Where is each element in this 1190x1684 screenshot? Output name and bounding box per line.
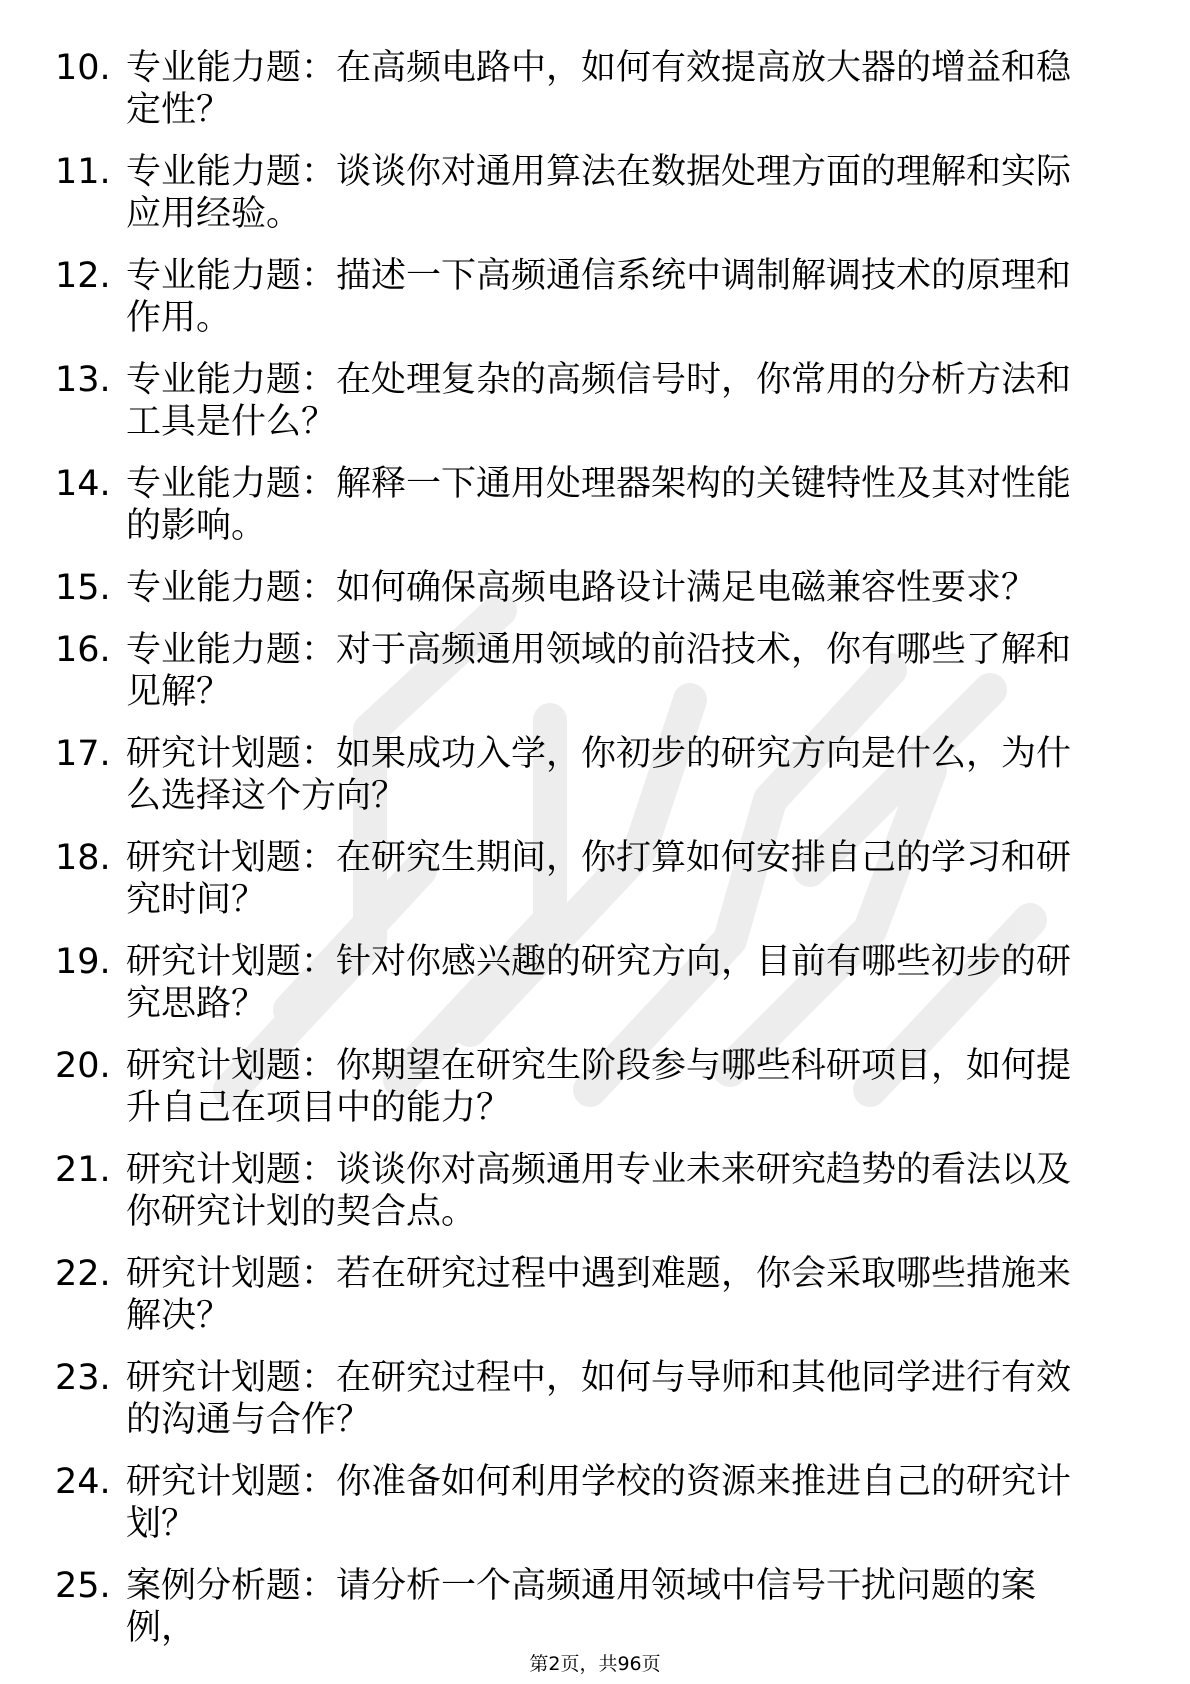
question-number: 17. bbox=[55, 734, 111, 774]
question-text: 如何确保高频电路设计满足电磁兼容性要求？ bbox=[336, 568, 1037, 608]
question-item bbox=[0, 463, 1190, 547]
question-category: 专业能力题： bbox=[126, 464, 337, 504]
question-body bbox=[126, 255, 1096, 339]
question-item bbox=[0, 837, 1190, 921]
question-body bbox=[126, 837, 1096, 921]
question-text: 谈谈你对高频通用专业未来研究趋势的看法以及你研究计划的契合点。 bbox=[126, 1150, 1072, 1232]
question-body bbox=[126, 1461, 1096, 1545]
question-category: 案例分析题： bbox=[126, 1566, 337, 1606]
question-item bbox=[0, 941, 1190, 1025]
question-list bbox=[0, 47, 1190, 1669]
question-category: 专业能力题： bbox=[126, 256, 337, 296]
page-number-label: 第2页，共96页 bbox=[529, 1653, 661, 1675]
question-text: 描述一下高频通信系统中调制解调技术的原理和作用。 bbox=[126, 256, 1072, 338]
question-category: 专业能力题： bbox=[126, 48, 337, 88]
question-number: 12. bbox=[55, 256, 111, 296]
question-item bbox=[0, 1253, 1190, 1337]
question-number: 21. bbox=[55, 1150, 111, 1190]
question-item bbox=[0, 1149, 1190, 1233]
question-number: 20. bbox=[55, 1046, 111, 1086]
question-number: 13. bbox=[55, 360, 111, 400]
question-body bbox=[126, 1045, 1096, 1129]
question-category: 专业能力题： bbox=[126, 152, 337, 192]
question-number: 22. bbox=[55, 1254, 111, 1294]
question-body bbox=[126, 733, 1096, 817]
question-number: 10. bbox=[55, 48, 111, 88]
question-body bbox=[126, 151, 1096, 235]
question-category: 研究计划题： bbox=[126, 1462, 337, 1502]
question-number: 15. bbox=[55, 568, 111, 608]
question-item bbox=[0, 359, 1190, 443]
question-text: 在处理复杂的高频信号时，你常用的分析方法和工具是什么？ bbox=[126, 360, 1072, 442]
question-body bbox=[126, 567, 1096, 609]
question-body bbox=[126, 463, 1096, 547]
question-number: 25. bbox=[55, 1566, 111, 1606]
question-category: 研究计划题： bbox=[126, 1358, 337, 1398]
question-category: 专业能力题： bbox=[126, 630, 337, 670]
question-item bbox=[0, 733, 1190, 817]
question-text: 谈谈你对通用算法在数据处理方面的理解和实际应用经验。 bbox=[126, 152, 1072, 234]
question-number: 18. bbox=[55, 838, 111, 878]
question-text: 在研究生期间，你打算如何安排自己的学习和研究时间？ bbox=[126, 838, 1072, 920]
question-item bbox=[0, 567, 1190, 609]
question-text: 针对你感兴趣的研究方向，目前有哪些初步的研究思路？ bbox=[126, 942, 1072, 1024]
question-text: 你期望在研究生阶段参与哪些科研项目，如何提升自己在项目中的能力？ bbox=[126, 1046, 1072, 1128]
question-body bbox=[126, 1253, 1096, 1337]
question-body bbox=[126, 941, 1096, 1025]
question-category: 研究计划题： bbox=[126, 1150, 337, 1190]
question-text: 你准备如何利用学校的资源来推进自己的研究计划？ bbox=[126, 1462, 1072, 1544]
question-body bbox=[126, 1565, 1096, 1649]
question-number: 11. bbox=[55, 152, 111, 192]
question-category: 研究计划题： bbox=[126, 734, 337, 774]
question-text: 若在研究过程中遇到难题，你会采取哪些措施来解决？ bbox=[126, 1254, 1072, 1336]
question-item bbox=[0, 1461, 1190, 1545]
question-body bbox=[126, 47, 1096, 131]
question-text: 请分析一个高频通用领域中信号干扰问题的案例， bbox=[126, 1566, 1037, 1648]
question-body bbox=[126, 1149, 1096, 1233]
question-category: 研究计划题： bbox=[126, 838, 337, 878]
question-text: 解释一下通用处理器架构的关键特性及其对性能的影响。 bbox=[126, 464, 1072, 546]
question-category: 研究计划题： bbox=[126, 942, 337, 982]
page-footer bbox=[0, 1652, 1190, 1676]
question-item bbox=[0, 1357, 1190, 1441]
question-number: 19. bbox=[55, 942, 111, 982]
question-text: 如果成功入学，你初步的研究方向是什么，为什么选择这个方向？ bbox=[126, 734, 1072, 816]
question-item bbox=[0, 47, 1190, 131]
question-item bbox=[0, 1565, 1190, 1649]
question-item bbox=[0, 1045, 1190, 1129]
question-category: 研究计划题： bbox=[126, 1046, 337, 1086]
question-category: 专业能力题： bbox=[126, 360, 337, 400]
question-body bbox=[126, 1357, 1096, 1441]
question-category: 研究计划题： bbox=[126, 1254, 337, 1294]
question-body bbox=[126, 629, 1096, 713]
question-item bbox=[0, 255, 1190, 339]
question-number: 23. bbox=[55, 1358, 111, 1398]
question-item bbox=[0, 151, 1190, 235]
question-body bbox=[126, 359, 1096, 443]
question-item bbox=[0, 629, 1190, 713]
question-text: 在高频电路中，如何有效提高放大器的增益和稳定性？ bbox=[126, 48, 1072, 130]
question-text: 对于高频通用领域的前沿技术，你有哪些了解和见解？ bbox=[126, 630, 1072, 712]
question-number: 14. bbox=[55, 464, 111, 504]
question-category: 专业能力题： bbox=[126, 568, 337, 608]
question-text: 在研究过程中，如何与导师和其他同学进行有效的沟通与合作？ bbox=[126, 1358, 1072, 1440]
question-number: 16. bbox=[55, 630, 111, 670]
question-number: 24. bbox=[55, 1462, 111, 1502]
